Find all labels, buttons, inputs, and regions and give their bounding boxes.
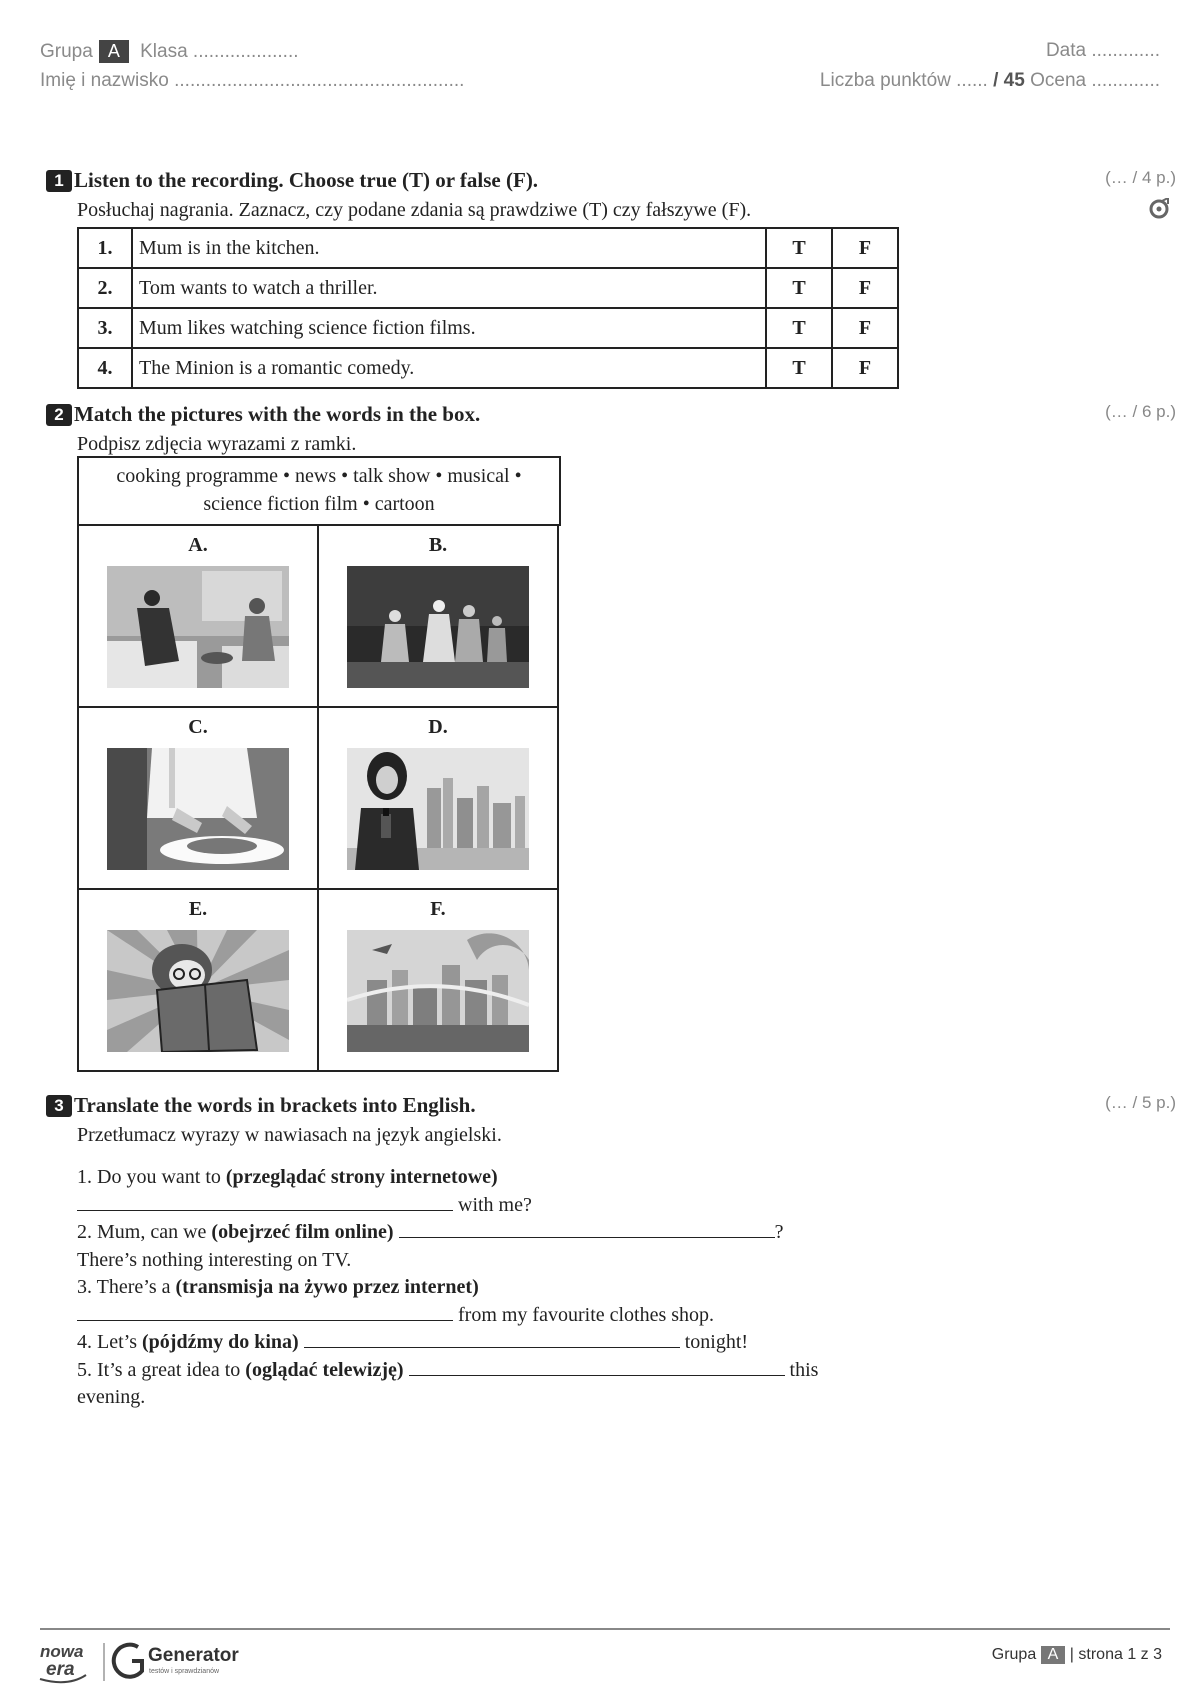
audio-cd-icon[interactable] xyxy=(1148,198,1170,225)
klasa-label: Klasa xyxy=(140,41,188,62)
picture-label: B. xyxy=(428,534,448,556)
row-statement: The Minion is a romantic comedy. xyxy=(132,348,766,388)
picture-label: A. xyxy=(188,534,208,556)
grupa-badge: A xyxy=(99,40,129,63)
false-option[interactable]: F xyxy=(832,228,898,268)
svg-text:era: era xyxy=(46,1659,75,1680)
exercise-points: (… / 4 p.) xyxy=(1105,168,1176,187)
footer-logos xyxy=(38,1637,278,1690)
table-row xyxy=(78,268,898,308)
word-box-line: cooking programme • news • talk show • musical • xyxy=(116,465,522,487)
row-statement: Mum is in the kitchen. xyxy=(132,228,766,268)
table-row xyxy=(78,348,898,388)
ocena-field[interactable]: ............. xyxy=(1091,70,1160,91)
true-false-table xyxy=(77,227,899,389)
footer-page-info xyxy=(992,1646,1162,1664)
row-number: 4. xyxy=(78,348,132,388)
header-group-class xyxy=(40,40,299,63)
polish-phrase: (oglądać telewizję) xyxy=(245,1358,404,1381)
picture-cell xyxy=(318,889,558,1071)
exercise-number: 1 xyxy=(46,170,72,192)
name-label: Imię i nazwisko xyxy=(40,70,169,91)
exercise-title: Translate the words in brackets into English. xyxy=(74,1093,476,1117)
sentence-5: 5. It’s a great idea to (oglądać telewizję) this xyxy=(77,1358,819,1381)
row-statement: Tom wants to watch a thriller. xyxy=(132,268,766,308)
header-score xyxy=(820,70,1160,92)
exercise-subtitle: Posłuchaj nagrania. Zaznacz, czy podane zdania są prawdziwe (T) czy fałszywe (F). xyxy=(77,199,752,221)
word-box-line: science fiction film • cartoon xyxy=(203,493,435,515)
true-option[interactable]: T xyxy=(766,308,832,348)
picture-cell xyxy=(318,707,558,889)
answer-blank[interactable] xyxy=(77,1302,453,1321)
false-option[interactable]: F xyxy=(832,268,898,308)
chef-cooking-photo xyxy=(107,748,289,870)
row-statement: Mum likes watching science fiction films. xyxy=(132,308,766,348)
answer-blank[interactable] xyxy=(399,1219,775,1238)
exercise-number: 2 xyxy=(46,404,72,426)
news-reporter-photo xyxy=(347,748,529,870)
name-field[interactable]: ....................................................... xyxy=(174,70,465,91)
cartoon-woman-reading-photo xyxy=(107,930,289,1052)
footer-grupa-label: Grupa xyxy=(991,1646,1037,1663)
picture-cell xyxy=(78,525,318,707)
footer-divider xyxy=(40,1628,1170,1630)
svg-text:Generator: Generator xyxy=(148,1645,239,1666)
polish-phrase: (obejrzeć film online) xyxy=(211,1221,394,1243)
polish-phrase: (pójdźmy do kina) xyxy=(142,1331,299,1353)
page-indicator: | strona 1 z 3 xyxy=(1069,1646,1162,1663)
translation-sentences: 1. Do you want to (przeglądać strony internetowe) with me? 2. Mum, can we (obejrzeć film online) ? There’s nothing interesting on TV. 3. There’s a (transmisja na żywo przez internet) from my favourite clothes shop. 4. Let’s (pójdźmy do kina) tonight! 5. It’s a great idea to (oglądać telewizję) this evening. xyxy=(77,1164,897,1412)
row-number: 1. xyxy=(78,228,132,268)
row-number: 3. xyxy=(78,308,132,348)
footer-grupa-badge: A xyxy=(1041,1646,1066,1664)
data-field[interactable]: ............. xyxy=(1091,40,1160,61)
true-option[interactable]: T xyxy=(766,268,832,308)
picture-label: D. xyxy=(428,716,448,738)
publisher-logo xyxy=(38,1637,278,1685)
exercise-1 xyxy=(46,168,1176,222)
table-row xyxy=(78,308,898,348)
svg-text:nowa: nowa xyxy=(40,1642,84,1661)
exercise-title: Listen to the recording. Choose true (T) or false (F). xyxy=(74,168,539,192)
exercise-title: Match the pictures with the words in the box. xyxy=(74,402,481,426)
answer-blank[interactable] xyxy=(409,1357,785,1376)
picture-label: C. xyxy=(188,716,208,738)
exercise-3 xyxy=(46,1093,1176,1147)
data-label: Data xyxy=(1045,40,1087,61)
exercise-subtitle: Podpisz zdjęcia wyrazami z ramki. xyxy=(77,433,357,455)
header-name xyxy=(40,70,464,92)
points-label: Liczba punktów xyxy=(819,70,951,91)
picture-cell xyxy=(78,707,318,889)
picture-label: E. xyxy=(188,898,208,920)
sentence-2: 2. Mum, can we (obejrzeć film online) ? xyxy=(77,1221,784,1243)
exercise-points: (… / 5 p.) xyxy=(1105,1093,1176,1112)
exercise-points: (… / 6 p.) xyxy=(1105,402,1176,421)
picture-cell xyxy=(318,525,558,707)
talk-show-photo xyxy=(107,566,289,688)
polish-phrase: (transmisja na żywo przez internet) xyxy=(175,1276,479,1298)
row-number: 2. xyxy=(78,268,132,308)
points-max: / 45 xyxy=(993,70,1025,91)
true-option[interactable]: T xyxy=(766,228,832,268)
ocena-label: Ocena xyxy=(1030,70,1087,91)
header-date xyxy=(1046,40,1160,62)
points-field[interactable]: ...... xyxy=(956,70,988,91)
exercise-2 xyxy=(46,402,1176,456)
musical-stage-photo xyxy=(347,566,529,688)
sentence-1: 1. Do you want to (przeglądać strony internetowe) xyxy=(77,1166,498,1188)
picture-label: F. xyxy=(430,898,446,920)
svg-text:testów i sprawdzianów: testów i sprawdzianów xyxy=(149,1668,220,1675)
sentence-4: 4. Let’s (pójdźmy do kina) tonight! xyxy=(77,1331,749,1353)
grupa-label: Grupa xyxy=(40,41,93,62)
true-option[interactable]: T xyxy=(766,348,832,388)
klasa-field[interactable]: .................... xyxy=(192,41,299,62)
false-option[interactable]: F xyxy=(832,308,898,348)
answer-blank[interactable] xyxy=(304,1329,680,1348)
word-box xyxy=(77,456,561,526)
exercise-subtitle: Przetłumacz wyrazy w nawiasach na język angielski. xyxy=(77,1124,502,1146)
false-option[interactable]: F xyxy=(832,348,898,388)
sentence-3: 3. There’s a (transmisja na żywo przez internet) xyxy=(77,1276,479,1298)
picture-grid xyxy=(77,524,559,1072)
futuristic-city-photo xyxy=(347,930,529,1052)
exercise-number: 3 xyxy=(46,1095,72,1117)
answer-blank[interactable] xyxy=(77,1192,453,1211)
table-row xyxy=(78,228,898,268)
polish-phrase: (przeglądać strony internetowe) xyxy=(225,1166,498,1188)
picture-cell xyxy=(78,889,318,1071)
